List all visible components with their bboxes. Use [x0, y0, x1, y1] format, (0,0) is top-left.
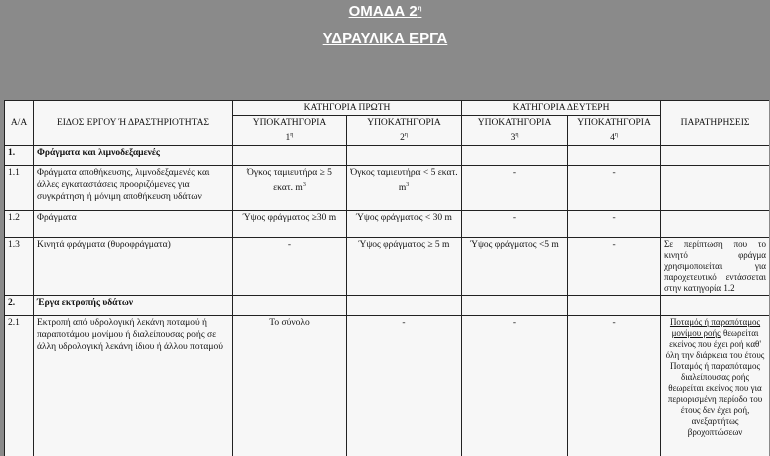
page-title	[0, 3, 770, 20]
row-notes	[661, 316, 769, 456]
row-description: Φράγματα αποθήκευσης, λιμνοδεξαμενές και άλλες εγκαταστάσεις προοριζόμενες για συγκράτηση ή μόνιμη αποθήκευση υδάτων	[34, 166, 233, 211]
subcat-label: ΥΠΟΚΑΤΗΓΟΡΙΑ	[252, 118, 327, 128]
section-title: Έργα εκτροπής υδάτων	[34, 296, 233, 316]
row-subcat-1: Το σύνολο	[233, 316, 347, 456]
subcat-sup: η	[290, 132, 294, 138]
table-row	[5, 316, 770, 456]
row-number: 1.3	[5, 238, 34, 296]
subcat-number: 4	[610, 133, 615, 144]
note-text-1: θεωρείται εκείνος που έχει ροή καθ' όλη την διάρκεια του έτους	[665, 328, 765, 361]
subcat-sup: η	[614, 132, 618, 138]
row-number: 2.1	[5, 316, 34, 456]
row-subcat-4: -	[568, 166, 661, 211]
subcat-label: ΥΠΟΚΑΤΗΓΟΡΙΑ	[577, 118, 651, 128]
row-description: Εκτροπή από υδρολογική λεκάνη ποταμού ή παραποτάμου μονίμου ή διαλείπουσας ροής σε άλλη υδρολογική λεκάνη ίδιου ή άλλου ποταμού	[34, 316, 233, 456]
subcat-number: 3	[510, 133, 516, 144]
row-subcat-2: Όγκος ταμιευτήρα < 5 εκατ. $m^3$	[347, 166, 462, 211]
works-table	[4, 100, 769, 456]
header-aa: Α/Α	[5, 101, 34, 146]
row-subcat-4: -	[568, 211, 661, 238]
subcat-label: ΥΠΟΚΑΤΗΓΟΡΙΑ	[367, 118, 441, 128]
section-number: 2.	[5, 296, 34, 316]
row-description: Κινητά φράγματα (θυροφράγματα)	[34, 238, 233, 296]
cell-text: Όγκος ταμιευτήρα < 5 εκατ. m	[350, 168, 458, 194]
row-subcat-4: -	[568, 316, 661, 456]
row-subcat-1: Ύψος φράγματος ≥30 m	[233, 211, 347, 238]
table-row	[5, 166, 770, 211]
header-type: ΕΙΔΟΣ ΕΡΓΟΥ Ή ΔΡΑΣΤΗΡΙΟΤΗΤΑΣ	[34, 101, 233, 146]
header-category-2: ΚΑΤΗΓΟΡΙΑ ΔΕΥΤΕΡΗ	[462, 101, 661, 116]
note-underlined: Ποταμός ή παραπόταμος μονίμου ροής	[669, 317, 761, 339]
row-subcat-2: Ύψος φράγματος < 30 m	[347, 211, 462, 238]
title-superscript: η	[417, 6, 422, 12]
header-subcat-4	[568, 116, 661, 146]
row-number: 1.1	[5, 166, 34, 211]
row-subcat-3: -	[462, 316, 568, 456]
table-row	[5, 296, 770, 316]
title-text: ΟΜΑΔΑ 2	[348, 3, 418, 20]
row-notes	[661, 211, 769, 238]
row-number: 1.2	[5, 211, 34, 238]
page-subtitle: ΥΔΡΑΥΛΙΚΑ ΕΡΓΑ	[322, 30, 448, 47]
header-notes: ΠΑΡΑΤΗΡΗΣΕΙΣ	[661, 101, 769, 146]
header-subcat-3	[462, 116, 568, 146]
section-number: 1.	[5, 146, 34, 166]
row-subcat-1: Όγκος ταμιευτήρα ≥ 5 εκατ. $m^3$	[233, 166, 347, 211]
table-row	[5, 146, 770, 166]
row-subcat-2: Ύψος φράγματος ≥ 5 m	[347, 238, 462, 296]
header-category-1: ΚΑΤΗΓΟΡΙΑ ΠΡΩΤΗ	[233, 101, 462, 116]
row-subcat-4: -	[568, 238, 661, 296]
subcat-label: ΥΠΟΚΑΤΗΓΟΡΙΑ	[477, 118, 552, 128]
cell-text: Όγκος ταμιευτήρα ≥ 5 εκατ. m	[247, 168, 332, 194]
note-text-2: Ποταμός ή παραπόταμος διαλείπουσας ροής θεωρείται εκείνος που για περιορισμένη περίοδο του έτους δεν έχει ροή, ανεξαρτήτως βροχοπτώσεων	[667, 361, 763, 438]
row-subcat-3: -	[462, 166, 568, 211]
row-subcat-3: -	[462, 211, 568, 238]
section-title: Φράγματα και λιμνοδεξαμενές	[34, 146, 233, 166]
header-row-1	[5, 101, 770, 116]
table-row	[5, 211, 770, 238]
document-sheet	[4, 100, 769, 456]
subcat-sup: η	[515, 132, 519, 138]
subcat-number: 2	[400, 133, 405, 144]
row-description: Φράγματα	[34, 211, 233, 238]
header-subcat-2	[347, 116, 462, 146]
row-notes: Σε περίπτωση που το κινητό φράγμα χρησιμοποιείται για παροχετευτικό εντάσσεται στην κατηγορία 1.2	[661, 238, 769, 296]
row-notes	[661, 166, 769, 211]
subcat-number: 1	[285, 133, 291, 144]
header-subcat-1	[233, 116, 347, 146]
row-subcat-2: -	[347, 316, 462, 456]
row-subcat-3: Ύψος φράγματος <5 m	[462, 238, 568, 296]
row-subcat-1: -	[233, 238, 347, 296]
subcat-sup: η	[404, 132, 408, 138]
table-row	[5, 238, 770, 296]
